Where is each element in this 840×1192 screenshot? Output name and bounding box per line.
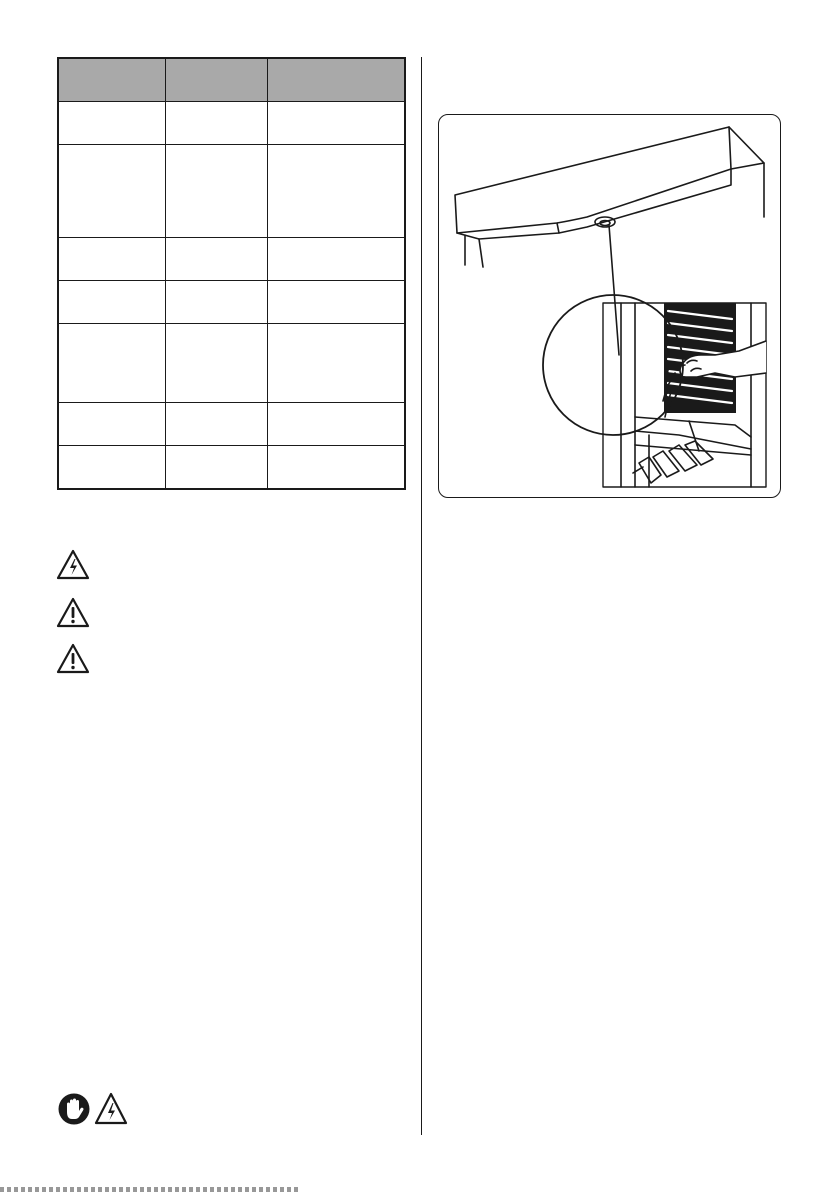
table-row bbox=[58, 403, 405, 446]
table-cell bbox=[267, 238, 405, 281]
table-cell bbox=[58, 281, 165, 324]
table-cell bbox=[58, 145, 165, 238]
stop-hand-icon bbox=[59, 1094, 90, 1125]
table-cell bbox=[165, 403, 267, 446]
table-cell bbox=[165, 238, 267, 281]
table-row bbox=[58, 446, 405, 490]
table-cell bbox=[58, 102, 165, 145]
table-row bbox=[58, 281, 405, 324]
table-cell bbox=[267, 403, 405, 446]
table-row bbox=[58, 145, 405, 238]
cropped-footer-text bbox=[0, 1187, 300, 1192]
table-header-cell bbox=[58, 58, 165, 102]
table-cell bbox=[58, 403, 165, 446]
table-cell bbox=[267, 281, 405, 324]
bottom-warning-icons bbox=[58, 1092, 128, 1126]
table-header-cell bbox=[267, 58, 405, 102]
table-cell bbox=[58, 324, 165, 403]
table-cell bbox=[165, 145, 267, 238]
table-cell bbox=[267, 446, 405, 490]
table-cell bbox=[165, 102, 267, 145]
table-cell bbox=[58, 238, 165, 281]
table-cell bbox=[267, 145, 405, 238]
table-header-row bbox=[58, 58, 405, 102]
electric-shock-warning-icon bbox=[56, 549, 90, 581]
table-row bbox=[58, 324, 405, 403]
electric-shock-warning-icon bbox=[96, 1094, 126, 1123]
storage-table bbox=[57, 57, 406, 490]
table-row bbox=[58, 238, 405, 281]
column-divider bbox=[421, 57, 422, 1135]
caution-warning-icon bbox=[56, 643, 90, 675]
table-cell bbox=[267, 324, 405, 403]
caution-warning-icon bbox=[56, 597, 90, 629]
table-cell bbox=[58, 446, 165, 490]
table-cell bbox=[165, 281, 267, 324]
table-row bbox=[58, 102, 405, 145]
table-cell bbox=[165, 324, 267, 403]
table-cell bbox=[165, 446, 267, 490]
table-header-cell bbox=[165, 58, 267, 102]
table-cell bbox=[267, 102, 405, 145]
drain-cleaning-illustration bbox=[438, 114, 781, 498]
